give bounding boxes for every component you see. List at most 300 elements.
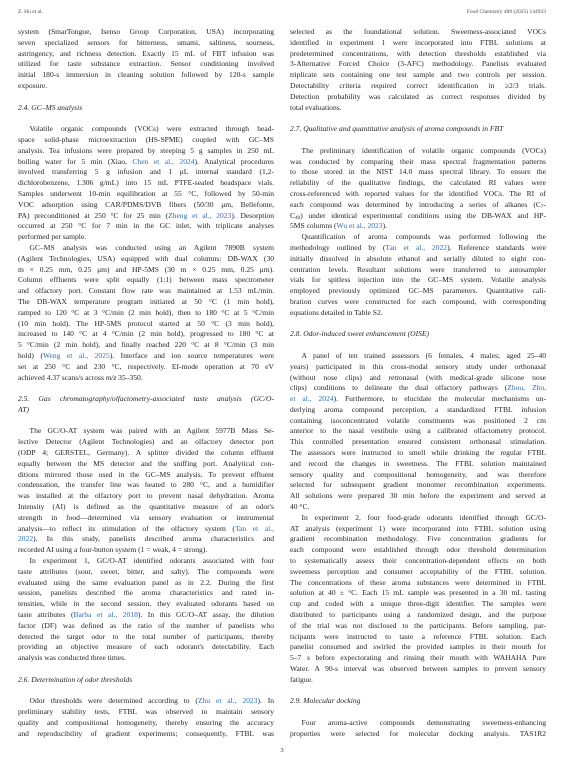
text-line <box>18 243 274 254</box>
text-line <box>290 265 546 276</box>
text-line <box>18 707 274 718</box>
text-line <box>290 92 546 103</box>
text-line <box>18 545 274 556</box>
line-text: (without nose clips) and retronasal (with medical-grade silicone nose <box>290 372 546 382</box>
text-run: boiling water for 5 min (Xiao, <box>18 156 133 166</box>
left-column <box>18 27 274 740</box>
text-line <box>290 437 546 448</box>
text-line <box>18 275 274 286</box>
text-line <box>18 567 274 578</box>
text-line <box>290 588 546 599</box>
line-text: condensation, the transfer line was heated to 280 °C, and a humidifier <box>18 480 274 490</box>
text-run: 35–350. <box>116 372 143 382</box>
text-line <box>18 38 274 49</box>
text-line <box>290 513 546 524</box>
text-line <box>18 297 274 308</box>
text-line <box>18 437 274 448</box>
text-line <box>18 480 274 491</box>
subscript: 40 <box>295 215 301 222</box>
line-text: recorded AI using a four-button system (1 = weak, 4 = strong). <box>18 545 208 555</box>
running-header-journal: Food Chemistry 489 (2025) 144933 <box>466 9 546 15</box>
text-line <box>290 459 546 470</box>
line-text: lective Detector (Agilent Technologies) and an olfactory detector port <box>18 437 274 447</box>
citation-link[interactable]: et al., 2024 <box>290 394 334 404</box>
citation-link[interactable]: Wu et al., 2023 <box>336 221 383 231</box>
text-line <box>18 578 274 589</box>
line-text: total evaluations. <box>290 102 342 112</box>
text-line <box>18 27 274 38</box>
line-text <box>290 211 546 220</box>
text-run: Odor thresholds were determined according to ( <box>29 696 198 706</box>
line-text: distributed to participants using a randomized design, and the purpose <box>290 610 546 620</box>
citation-link[interactable]: Tan et al., 2022 <box>385 242 448 252</box>
heading-line <box>18 675 274 686</box>
text-line <box>290 534 546 545</box>
citation-link[interactable]: Chen et al., 2024 <box>132 156 195 166</box>
text-run: ). <box>382 221 387 231</box>
line-text: selected for subsequent gradient monomer recombination experiments. <box>290 480 546 490</box>
text-line <box>290 49 546 60</box>
text-line <box>18 157 274 168</box>
text-line <box>18 286 274 297</box>
text-run: clips) conditions to delineate the dual olfactory pathways ( <box>290 383 508 393</box>
text-line <box>18 534 274 545</box>
line-text <box>290 394 546 403</box>
text-line <box>290 416 546 427</box>
paragraph <box>290 513 546 686</box>
line-text: 2.8. Odor-induced sweet enhancement (OISE) <box>290 329 430 339</box>
line-text: Four aroma-active compounds demonstrating sweetness-enhancing <box>301 718 546 727</box>
line-text: This controlled presentation ensured consistent orthonasal stimulation. <box>290 437 546 447</box>
line-text: (ODP 4; GERSTEL, Germany). A splitter divided the column effluent <box>18 448 274 458</box>
heading-line <box>18 394 274 405</box>
line-text: identified in experiment 1 were incorporated into FTBL solutions at <box>290 37 546 47</box>
text-line <box>18 329 274 340</box>
line-text: properties were selected for molecular docking analysis. TAS1R2 <box>290 728 546 738</box>
line-text: containing isoconcentrated volatile constituents was positioned 2 cm <box>290 415 546 425</box>
line-text: (Agilent Technologies, USA) equipped with dual columns: DB-WAX (30 <box>18 253 274 263</box>
line-text: 40 °C. <box>290 502 310 512</box>
line-text: A panel of ten trained assessors (6 females, 4 males; aged 25–40 <box>301 350 546 360</box>
text-line <box>18 81 274 92</box>
text-line <box>18 265 274 276</box>
text-line <box>18 70 274 81</box>
text-run: ). In this study, panelists described aroma characteristics and <box>33 534 274 544</box>
text-line <box>290 599 546 610</box>
citation-link[interactable]: Zheng et al., 2023 <box>168 210 232 220</box>
text-line <box>18 373 274 384</box>
text-line <box>18 340 274 351</box>
section-heading <box>18 103 274 114</box>
text-run: ). In <box>257 696 274 706</box>
line-text: derlying aroma compound perception, a standardized FTBL infusion <box>290 404 546 414</box>
text-line <box>18 221 274 232</box>
paragraph <box>18 426 274 556</box>
text-line <box>290 642 546 653</box>
text-line <box>290 297 546 308</box>
right-column <box>290 27 546 740</box>
line-text: of the trial was not disclosed to the participants. Before sampling, par- <box>290 620 546 630</box>
text-line <box>290 254 546 265</box>
text-line <box>18 319 274 330</box>
text-line <box>290 232 546 243</box>
line-text: 2.9. Molecular docking <box>290 696 361 706</box>
line-text: to systematically assess their concentration-dependent effects on both <box>290 556 546 566</box>
paragraph <box>18 696 274 739</box>
line-text: factor (DF) was defined as the ratio of the number of panelists who <box>18 620 274 630</box>
line-text: triplicate sets containing one test sample and two controls per session. <box>290 70 546 80</box>
line-text: The assessors were instructed to smell while drinking the regular FTBL <box>290 448 546 458</box>
line-text: The concentrations of these aroma substances were determined in FTBL <box>290 577 546 587</box>
text-run: achieved 4.37 scans/s across <box>18 372 106 382</box>
citation-link[interactable]: Barba et al., 2018 <box>73 610 138 620</box>
line-text <box>290 383 546 392</box>
paragraph <box>290 232 546 318</box>
text-line <box>290 167 546 178</box>
line-text: providing an objective measure of each odorant's detectability. Each <box>18 642 274 652</box>
text-run: ). Desorption <box>231 210 274 220</box>
text-line <box>290 38 546 49</box>
text-line <box>290 81 546 92</box>
text-run: - <box>543 199 546 209</box>
line-text: was installed at the olfactory port to prevent nasal dehydration. Aroma <box>18 491 274 501</box>
line-text: equally between the MS detector and the sniffing port. Analytical con- <box>18 458 274 468</box>
line-text: Intensity (AI) is defined as the quantitative measure of an odor's <box>18 502 274 512</box>
line-text: was conducted by comparing their mass spectral fragmentation patterns <box>290 156 546 166</box>
line-text: 5 °C/min (2 min hold), and finally reached 220 °C at 8 °C/min (3 min <box>18 340 274 350</box>
section-heading <box>18 394 274 416</box>
text-line <box>18 632 274 643</box>
citation-link[interactable]: Tan et al., <box>234 523 274 533</box>
line-text: Water. A 90-s interval was observed between samples to prevent sensory <box>290 664 546 674</box>
text-run: ). Analytical procedures <box>194 156 274 166</box>
section-heading <box>290 124 546 135</box>
text-line <box>18 588 274 599</box>
text-line <box>18 146 274 157</box>
citation-link[interactable]: Zhu et al., 2023 <box>197 696 258 706</box>
citation-link[interactable]: Weng et al., 2025 <box>42 350 110 360</box>
text-line <box>290 491 546 502</box>
line-text: ditions mirrored those used in the GC–MS analysis. To prevent effluent <box>18 469 274 479</box>
line-text: 2.5. Gas chromatography/olfactometry-associated taste analysis (GC/O- <box>18 394 274 404</box>
text-run: taste attributes ( <box>18 610 74 620</box>
text-line <box>18 599 274 610</box>
text-run: ) under identical experimental conditions using the DB-WAX and HP- <box>300 210 546 220</box>
line-text <box>290 200 546 209</box>
text-line <box>18 200 274 211</box>
text-run: each compound was determined by introducing a series of alkanes (C <box>290 199 541 209</box>
line-text: reliability of the qualitative findings, the calculated RI values were <box>290 178 546 188</box>
line-text: sweetness perception and consumer acceptability of the FTBL solution. <box>290 566 546 576</box>
text-line <box>290 729 546 740</box>
line-text: The preliminary identification of volatile organic compounds (VOCs) <box>301 145 546 155</box>
line-text: initial 180-s immersion in cleaning solution followed by 120-s sample <box>18 70 274 80</box>
line-text: quality and compositional homogeneity, thereby ensuring the accuracy <box>18 718 274 727</box>
text-line <box>18 211 274 222</box>
text-run: PA) preconditioned at 250 °C for 25 min ( <box>18 210 169 220</box>
subscript: 7 <box>540 204 544 211</box>
citation-link[interactable]: Zhou, Zhu, <box>507 383 546 393</box>
line-text: 2.7. Qualitative and quantitative analysis of aroma compounds in FBT <box>290 124 504 134</box>
text-line <box>18 49 274 60</box>
text-line <box>290 146 546 157</box>
text-line <box>18 642 274 653</box>
text-line <box>290 103 546 114</box>
text-line <box>290 524 546 535</box>
text-line <box>18 448 274 459</box>
line-text: involved transferring 5 g infusion and 1 μL internal standard (1,2- <box>18 167 274 177</box>
text-line <box>18 610 274 621</box>
text-run: ). Furthermore, to elucidate the molecular mechanisms un- <box>333 394 546 404</box>
line-text: analysis. Tea infusions were prepared by steeping 5 g samples in 250 mL <box>18 145 274 155</box>
line-text: session, panelists described the aroma characteristics and rated in- <box>18 588 274 598</box>
line-text: to those stored in the NIST 14.0 mass spectral library. To ensure the <box>290 167 546 177</box>
text-line <box>18 524 274 535</box>
line-text: solution at 40 ± °C. Each 15 mL sample was presented in a 30 mL tasting <box>290 588 546 598</box>
text-line <box>18 124 274 135</box>
text-line <box>18 135 274 146</box>
text-line <box>290 426 546 437</box>
text-line <box>290 718 546 729</box>
text-line <box>290 59 546 70</box>
text-line <box>290 470 546 481</box>
line-text: (10 min hold). The HP-5MS protocol started at 50 °C (3 min hold), <box>18 318 274 328</box>
line-text: In experiment 2, four food-grade odorants identified through GC/O- <box>301 512 546 522</box>
line-text: sensory quality and compositional homogeneity, and was therefore <box>290 469 546 479</box>
section-heading <box>290 696 546 707</box>
line-text: selected as the foundational solution. Sweetness-associated VOCs <box>290 27 546 36</box>
text-line <box>18 167 274 178</box>
line-text: fatigue. <box>290 674 313 684</box>
heading-line <box>290 329 546 340</box>
text-line <box>18 59 274 70</box>
text-line <box>290 664 546 675</box>
text-line <box>290 556 546 567</box>
text-line <box>290 189 546 200</box>
paragraph <box>18 124 274 243</box>
text-run: C <box>290 210 296 220</box>
line-text <box>18 610 274 619</box>
line-text <box>18 373 143 382</box>
text-line <box>290 70 546 81</box>
line-text: astringency, and richness detection. Exactly 15 mL of FBT infusion was <box>18 48 274 58</box>
heading-line <box>290 124 546 135</box>
text-line <box>18 491 274 502</box>
text-line <box>18 189 274 200</box>
text-line <box>290 394 546 405</box>
text-line <box>290 178 546 189</box>
text-line <box>290 157 546 168</box>
line-text: vials for spitless injection into the GC–MS system. Volatile analysis <box>290 275 546 285</box>
line-text <box>290 221 387 230</box>
text-line <box>290 275 546 286</box>
text-line <box>290 373 546 384</box>
paragraph <box>290 146 546 232</box>
text-line <box>290 211 546 222</box>
line-text: Volatile organic compounds (VOCs) were extracted through head- <box>29 124 274 134</box>
line-text <box>30 696 275 705</box>
text-line <box>290 632 546 643</box>
line-text: GC–MS analysis was conducted using an Agilent 7890B system <box>29 242 274 252</box>
text-line <box>290 502 546 513</box>
text-line <box>290 362 546 373</box>
text-line <box>290 653 546 664</box>
line-text <box>18 157 274 166</box>
text-line <box>18 718 274 729</box>
line-text <box>290 243 546 252</box>
text-run: ). In this GC/O–AT assay, the dilution <box>137 610 274 620</box>
paragraph <box>290 351 546 513</box>
line-text: ticipants were instructed to taste a reference FTBL solution. Each <box>290 631 546 641</box>
text-line <box>290 383 546 394</box>
text-line <box>290 480 546 491</box>
heading-line <box>18 103 274 114</box>
text-run: ). Interface and ion source temperatures were <box>109 350 274 360</box>
line-text: Column effluents were split equally (1:1) between mass spectrometer <box>18 275 274 285</box>
text-line <box>290 448 546 459</box>
line-text: and reproducibility of gradient experiments; consequently, FTBL was <box>18 728 274 738</box>
line-text: predetermined concentrations, with detection thresholds established via <box>290 48 546 58</box>
heading-line <box>290 696 546 707</box>
line-text <box>18 534 274 543</box>
text-run: hold) ( <box>18 350 43 360</box>
italic-text: m/z <box>105 372 117 382</box>
line-text: 3-Alternative Forced Choice (3-AFC) methodology. Panelists evaluated <box>290 59 546 69</box>
text-line <box>18 426 274 437</box>
text-line <box>290 27 546 38</box>
text-line <box>18 729 274 740</box>
line-text: VOC adsorption using CAR/PDMS/DVB fibers (50/30 μm, Bellefonte, <box>18 199 274 209</box>
text-run: 5MS columns ( <box>290 221 337 231</box>
text-line <box>18 470 274 481</box>
line-text: panelist consumed and swirled the provided samples in their mouth for <box>290 642 546 652</box>
text-run: ). Reference standards were <box>447 242 546 252</box>
running-header-authors: Z. Hu et al. <box>18 9 43 15</box>
line-text: exposure. <box>18 80 48 90</box>
line-text: tensities, while in the second session, they evaluated odorants based on <box>18 599 274 609</box>
text-line <box>290 286 546 297</box>
text-line <box>290 675 546 686</box>
text-line <box>290 405 546 416</box>
line-text: 2.4. GC–MS analysis <box>18 102 83 112</box>
line-text: The GC/O-AT system was paired with an Agilent 5977B Mass Se- <box>29 426 274 436</box>
section-heading <box>18 675 274 686</box>
continued-paragraph <box>18 27 274 92</box>
line-text: AT) <box>18 404 30 414</box>
line-text: set at 250 °C and 230 °C, respectively. EI-mode operation at 70 eV <box>18 361 274 371</box>
line-text: bration curves were constructed for each compound, with corresponding <box>290 296 546 306</box>
section-heading <box>290 329 546 340</box>
line-text: occurred at 250 °C for 7 min in the GC inlet, with triplicate analyses <box>18 221 274 231</box>
line-text: evaluated using the same evaluation panel as in 2.2. During the first <box>18 577 274 587</box>
text-run: methodology outlined by ( <box>290 242 386 252</box>
line-text: strength in food—determined via sensory evaluation or instrumental <box>18 512 274 522</box>
text-line <box>290 610 546 621</box>
line-text: ramped to 120 °C at 3 °C/min (2 min hold), then to 180 °C at 5 °C/min <box>18 307 274 317</box>
text-line <box>18 513 274 524</box>
text-line <box>290 545 546 556</box>
line-text: performed per sample. <box>18 232 87 242</box>
text-line <box>290 578 546 589</box>
text-line <box>18 308 274 319</box>
line-text: analysis was conducted three times. <box>18 653 126 663</box>
line-text: each compound were established through odor threshold determination <box>290 545 546 555</box>
line-text: anterior to the nasal vestibule using a calibrated olfactometry protocol. <box>290 426 546 436</box>
text-line <box>18 362 274 373</box>
line-text <box>18 524 274 533</box>
line-text: Detection probability was calculated as correct responses divided by <box>290 91 546 101</box>
line-text: employed previously optimized GC–MS parameters. Quantitative cali- <box>290 286 546 296</box>
citation-link[interactable]: 2022 <box>18 534 34 544</box>
line-text: initially dissolved in absolute ethanol and serially diluted to eight con- <box>290 253 546 263</box>
line-text: The DB-WAX temperature program initiated at 50 °C (1 min hold), <box>18 296 274 306</box>
text-line <box>290 567 546 578</box>
paragraph <box>18 243 274 383</box>
line-text: system (SmarTongue, Isenso Group Corporation, USA) incorporating <box>18 27 274 36</box>
line-text: 5–7 s before expectorating and rinsing their mouth with WAHAHA Pure <box>290 653 546 663</box>
text-line <box>18 556 274 567</box>
line-text: increased to 140 °C at 4 °C/min (2 min hold), progressed to 180 °C at <box>18 329 274 339</box>
text-line <box>290 243 546 254</box>
text-line <box>18 621 274 632</box>
text-line <box>18 178 274 189</box>
line-text: taste attributes (sour, sweet, bitter, and salty). The compounds were <box>18 566 274 576</box>
paragraph <box>290 718 546 740</box>
line-text: years) participated in this cross-modal sensory study under orthonasal <box>290 361 546 371</box>
line-text: cross-referenced with reported values for the identified VOCs. The RI of <box>290 188 546 198</box>
line-text: Detectability criteria required correct identification in ≥2/3 trials. <box>290 80 546 90</box>
text-line <box>18 653 274 664</box>
text-line <box>18 254 274 265</box>
text-run: analysis—to reflect its stimulation of the olfactory system ( <box>18 523 235 533</box>
text-line <box>290 308 546 319</box>
text-line <box>18 459 274 470</box>
text-line <box>18 696 274 707</box>
line-text: m × 0.25 mm, 0.25 μm) and HP-5MS (30 m × 0.25 mm, 0.25 μm). <box>18 264 274 274</box>
line-text: 2.6. Determination of odor thresholds <box>18 674 133 684</box>
line-text: seven specialized sensors for bitterness, umami, saltiness, sourness, <box>18 37 274 47</box>
line-text: gradient recombination methodology. Five concentration gradients for <box>290 534 546 544</box>
text-line <box>290 200 546 211</box>
page-number: 3 <box>280 747 284 754</box>
text-line <box>18 232 274 243</box>
line-text <box>18 351 274 360</box>
line-text: and record the changes in sweetness. The FTBL solution maintained <box>290 458 546 468</box>
text-line <box>290 351 546 362</box>
line-text: centration levels. Resultant solutions were transferred to autosampler <box>290 264 546 274</box>
text-line <box>18 351 274 362</box>
line-text: utilized for taste substance extraction. Sensor conditioning involved <box>18 59 274 69</box>
line-text <box>18 211 274 220</box>
line-text: AT analysis (experiment 1) were incorporated into FTBL solution using <box>290 523 546 533</box>
line-text: dichlorobenzene, 1.306 g/mL) into 15 mL PTFE-sealed headspace vials. <box>18 178 274 188</box>
text-line <box>290 621 546 632</box>
line-text: space solid-phase microextraction (HS-SPME) coupled with GC–MS <box>18 134 274 144</box>
line-text: preliminary stability tests, FTBL was observed to maintain sensory <box>18 707 274 717</box>
paragraph <box>18 556 274 664</box>
line-text: and olfactory port. Constant flow rate was maintained at 1.53 mL/min. <box>18 286 274 296</box>
heading-line <box>18 405 274 416</box>
line-text: Quantification of aroma compounds was performed following the <box>301 232 546 242</box>
text-line <box>290 221 546 232</box>
line-text: Samples underwent 10-min equilibration at 55 °C, followed by 50-min <box>18 188 274 198</box>
continued-paragraph <box>290 27 546 113</box>
line-text: equations detailed in Table S2. <box>290 307 383 317</box>
text-line <box>18 502 274 513</box>
line-text: In experiment 1, GC/O-AT identified odorants associated with four <box>29 556 274 566</box>
line-text: detected the target odor to the total number of participants, thereby <box>18 631 274 641</box>
line-text: All solutions were prepared 30 min before the experiment and served at <box>290 491 546 501</box>
